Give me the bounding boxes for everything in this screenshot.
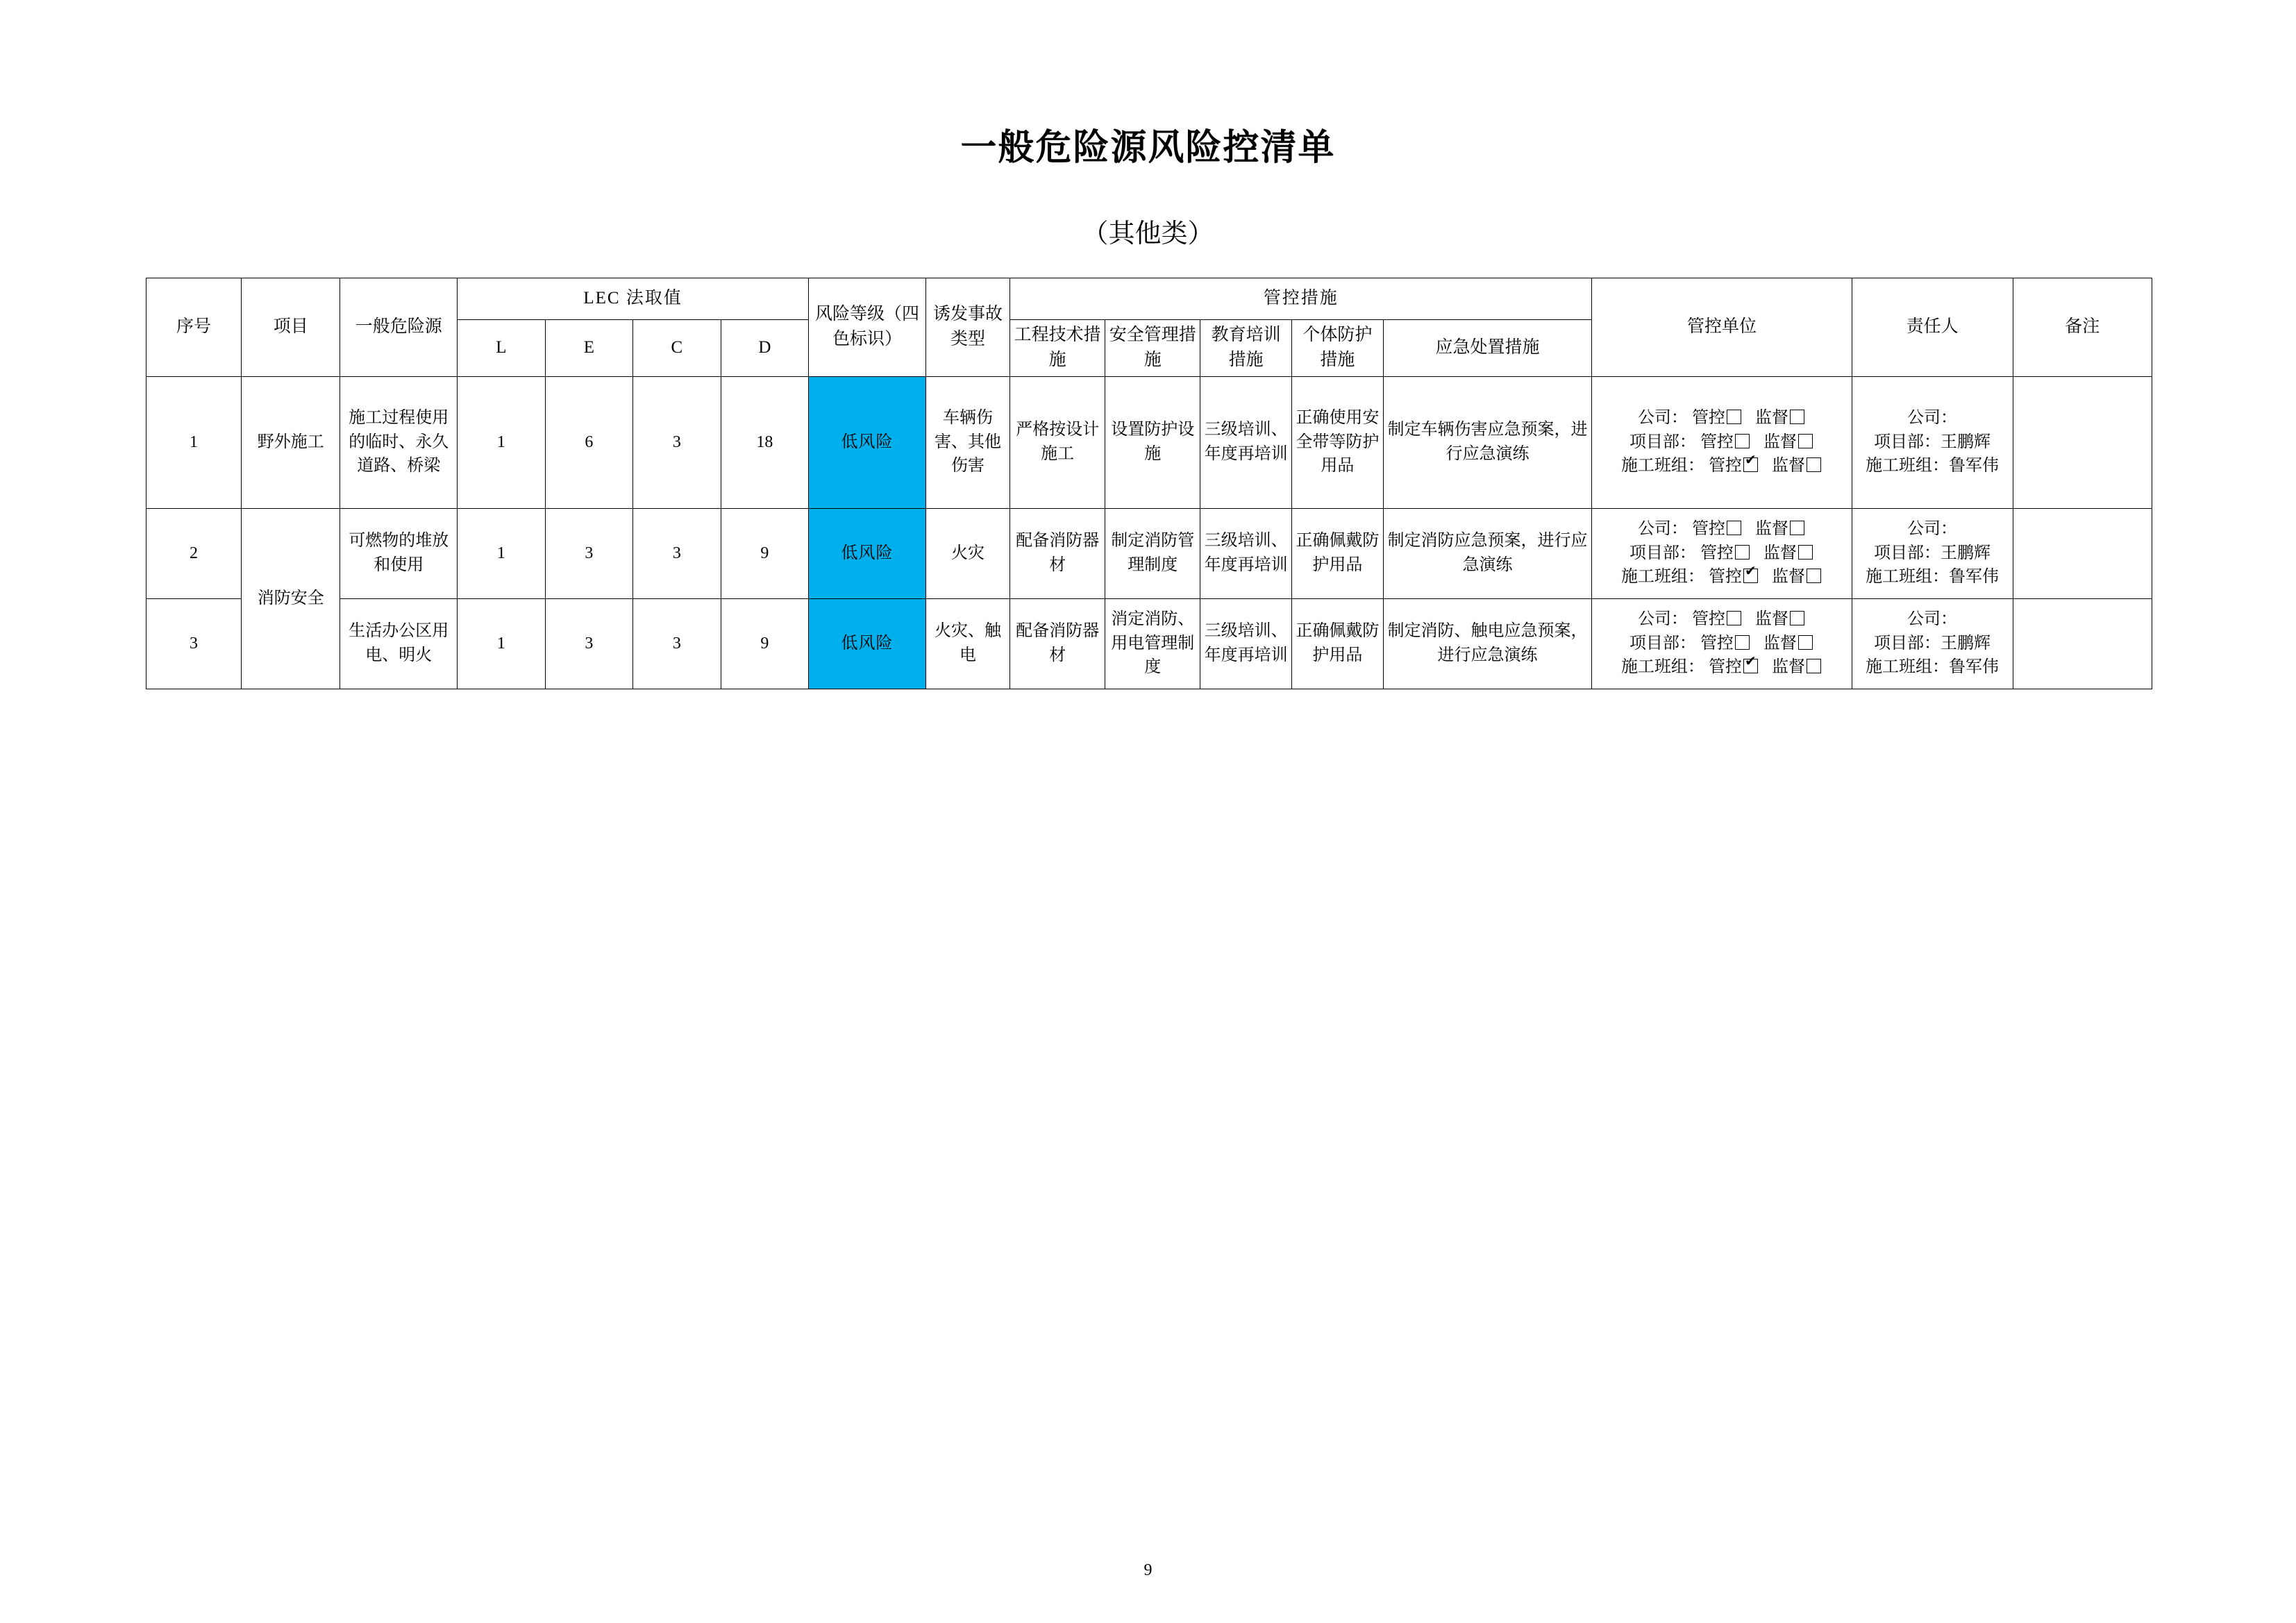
header-hazard: 一般危险源: [340, 278, 458, 377]
cell-lec-e: 3: [545, 508, 633, 598]
cell-accident-type: 火灾、触电: [925, 598, 1009, 689]
project-ctrl-label: 管控: [1700, 634, 1734, 653]
project-label: 项目部：: [1629, 634, 1696, 653]
cell-ctrl-emergency: 制定车辆伤害应急预案，进行应急演练: [1383, 376, 1592, 508]
team-ctrl-checkbox[interactable]: [1743, 457, 1758, 472]
cell-control-unit: [1592, 508, 1852, 598]
team-ctrl-label: 管控: [1708, 658, 1742, 677]
cell-seq: 1: [146, 376, 242, 508]
control-unit-team: [1594, 565, 1849, 589]
team-label: 施工班组：: [1620, 457, 1704, 476]
cell-remark: [2013, 598, 2152, 689]
project-label: 项目部：: [1629, 544, 1696, 562]
company-ctrl-checkbox[interactable]: [1727, 521, 1741, 535]
project-sup-label: 监督: [1763, 544, 1797, 562]
team-sup-label: 监督: [1771, 658, 1805, 677]
header-control-unit: 管控单位: [1592, 278, 1852, 377]
status-badge: 低风险: [809, 508, 926, 598]
cell-ctrl-ppe: 正确佩戴防护用品: [1292, 508, 1384, 598]
header-responsible: 责任人: [1852, 278, 2013, 377]
team-label: 施工班组：: [1620, 658, 1704, 677]
risk-control-table: [146, 278, 2152, 689]
status-badge: 低风险: [809, 598, 926, 689]
header-project: 项目: [242, 278, 340, 377]
responsible-company: 公司：: [1907, 408, 1958, 427]
header-ctrl-training: 教育培训措施: [1200, 320, 1292, 377]
company-label: 公司：: [1637, 519, 1688, 538]
page-number: 9: [1143, 1561, 1153, 1579]
header-lec-l: L: [458, 320, 546, 377]
cell-lec-c: 3: [633, 376, 721, 508]
cell-ctrl-training: 三级培训、年度再培训: [1200, 376, 1292, 508]
cell-project: 消防安全: [242, 508, 340, 689]
control-unit-project: [1594, 541, 1849, 566]
cell-lec-l: 1: [458, 508, 546, 598]
cell-responsible: [1852, 508, 2013, 598]
header-risk-level: 风险等级（四色标识）: [809, 278, 926, 377]
page-subtitle: （其他类）: [1082, 219, 1214, 249]
team-ctrl-label: 管控: [1708, 568, 1742, 587]
project-label: 项目部：: [1629, 432, 1696, 451]
cell-lec-d: 18: [721, 376, 809, 508]
header-lec-group: LEC 法取值: [458, 278, 809, 320]
cell-ctrl-engineering: 配备消防器材: [1010, 598, 1105, 689]
company-sup-label: 监督: [1754, 519, 1788, 538]
header-remark: 备注: [2013, 278, 2152, 377]
cell-accident-type: 车辆伤害、其他伤害: [925, 376, 1009, 508]
header-ctrl-ppe: 个体防护措施: [1292, 320, 1384, 377]
control-unit-company: [1594, 607, 1849, 632]
project-ctrl-label: 管控: [1700, 432, 1734, 451]
control-unit-team: [1594, 454, 1849, 478]
cell-lec-c: 3: [633, 598, 721, 689]
header-lec-e: E: [545, 320, 633, 377]
project-ctrl-label: 管控: [1700, 544, 1734, 562]
team-sup-label: 监督: [1771, 457, 1805, 476]
cell-remark: [2013, 508, 2152, 598]
cell-responsible: [1852, 598, 2013, 689]
project-ctrl-checkbox[interactable]: [1735, 434, 1750, 448]
control-unit-company: [1594, 406, 1849, 430]
project-sup-checkbox[interactable]: [1798, 434, 1813, 448]
cell-control-unit: [1592, 598, 1852, 689]
cell-hazard: 生活办公区用电、明火: [340, 598, 458, 689]
cell-responsible: [1852, 376, 2013, 508]
control-unit-project: [1594, 430, 1849, 455]
cell-lec-l: 1: [458, 376, 546, 508]
header-ctrl-safety: 安全管理措施: [1105, 320, 1200, 377]
cell-ctrl-safety: 制定消防管理制度: [1105, 508, 1200, 598]
cell-control-unit: [1592, 376, 1852, 508]
responsible-company: 公司：: [1907, 609, 1958, 628]
project-sup-label: 监督: [1763, 432, 1797, 451]
company-sup-label: 监督: [1754, 609, 1788, 628]
responsible-team: 施工班组：鲁军伟: [1866, 658, 2000, 677]
cell-ctrl-emergency: 制定消防、触电应急预案，进行应急演练: [1383, 598, 1592, 689]
control-unit-team: [1594, 655, 1849, 680]
cell-lec-e: 3: [545, 598, 633, 689]
cell-lec-d: 9: [721, 508, 809, 598]
header-lec-c: C: [633, 320, 721, 377]
team-ctrl-checkbox[interactable]: [1743, 659, 1758, 673]
table-row: [146, 376, 2152, 508]
control-unit-project: [1594, 632, 1849, 656]
responsible-team: 施工班组：鲁军伟: [1866, 457, 2000, 476]
cell-hazard: 施工过程使用的临时、永久道路、桥梁: [340, 376, 458, 508]
company-sup-checkbox[interactable]: [1790, 521, 1804, 535]
page-title: 一般危险源风险控清单: [960, 128, 1336, 168]
team-label: 施工班组：: [1620, 568, 1704, 587]
header-accident-type: 诱发事故类型: [925, 278, 1009, 377]
team-ctrl-label: 管控: [1708, 457, 1742, 476]
team-sup-checkbox[interactable]: [1807, 457, 1821, 472]
table-row: [146, 598, 2152, 689]
company-ctrl-checkbox[interactable]: [1727, 410, 1741, 424]
cell-ctrl-safety: 设置防护设施: [1105, 376, 1200, 508]
responsible-project: 项目部：王鹏辉: [1874, 634, 1991, 653]
header-ctrl-engineering: 工程技术措施: [1010, 320, 1105, 377]
cell-ctrl-emergency: 制定消防应急预案，进行应急演练: [1383, 508, 1592, 598]
responsible-company: 公司：: [1907, 519, 1958, 538]
company-label: 公司：: [1637, 609, 1688, 628]
header-ctrl-emergency: 应急处置措施: [1383, 320, 1592, 377]
table-row: [146, 508, 2152, 598]
company-ctrl-label: 管控: [1691, 609, 1725, 628]
company-ctrl-label: 管控: [1691, 408, 1725, 427]
company-ctrl-label: 管控: [1691, 519, 1725, 538]
project-sup-checkbox[interactable]: [1798, 545, 1813, 560]
cell-lec-l: 1: [458, 598, 546, 689]
cell-hazard: 可燃物的堆放和使用: [340, 508, 458, 598]
cell-ctrl-ppe: 正确佩戴防护用品: [1292, 598, 1384, 689]
control-unit-company: [1594, 517, 1849, 541]
cell-seq: 3: [146, 598, 242, 689]
project-sup-label: 监督: [1763, 634, 1797, 653]
cell-lec-e: 6: [545, 376, 633, 508]
responsible-project: 项目部：王鹏辉: [1874, 544, 1991, 562]
table-body: [146, 376, 2152, 689]
company-sup-checkbox[interactable]: [1790, 611, 1804, 625]
team-sup-checkbox[interactable]: [1807, 569, 1821, 583]
header-seq: 序号: [146, 278, 242, 377]
company-sup-checkbox[interactable]: [1790, 410, 1804, 424]
company-ctrl-checkbox[interactable]: [1727, 611, 1741, 625]
cell-seq: 2: [146, 508, 242, 598]
status-badge: 低风险: [809, 376, 926, 508]
team-ctrl-checkbox[interactable]: [1743, 569, 1758, 583]
header-lec-d: D: [721, 320, 809, 377]
project-sup-checkbox[interactable]: [1798, 635, 1813, 650]
cell-ctrl-ppe: 正确使用安全带等防护用品: [1292, 376, 1384, 508]
company-label: 公司：: [1637, 408, 1688, 427]
team-sup-checkbox[interactable]: [1807, 659, 1821, 673]
company-sup-label: 监督: [1754, 408, 1788, 427]
cell-accident-type: 火灾: [925, 508, 1009, 598]
responsible-team: 施工班组：鲁军伟: [1866, 568, 2000, 587]
cell-lec-d: 9: [721, 598, 809, 689]
responsible-project: 项目部：王鹏辉: [1874, 432, 1991, 451]
project-ctrl-checkbox[interactable]: [1735, 545, 1750, 560]
cell-ctrl-training: 三级培训、年度再培训: [1200, 508, 1292, 598]
header-control-group: 管控措施: [1010, 278, 1592, 320]
cell-ctrl-engineering: 严格按设计施工: [1010, 376, 1105, 508]
cell-ctrl-training: 三级培训、年度再培训: [1200, 598, 1292, 689]
cell-remark: [2013, 376, 2152, 508]
team-sup-label: 监督: [1771, 568, 1805, 587]
cell-lec-c: 3: [633, 508, 721, 598]
cell-ctrl-safety: 消定消防、用电管理制度: [1105, 598, 1200, 689]
table-header: [146, 278, 2152, 377]
cell-ctrl-engineering: 配备消防器材: [1010, 508, 1105, 598]
cell-project: 野外施工: [242, 376, 340, 508]
project-ctrl-checkbox[interactable]: [1735, 635, 1750, 650]
